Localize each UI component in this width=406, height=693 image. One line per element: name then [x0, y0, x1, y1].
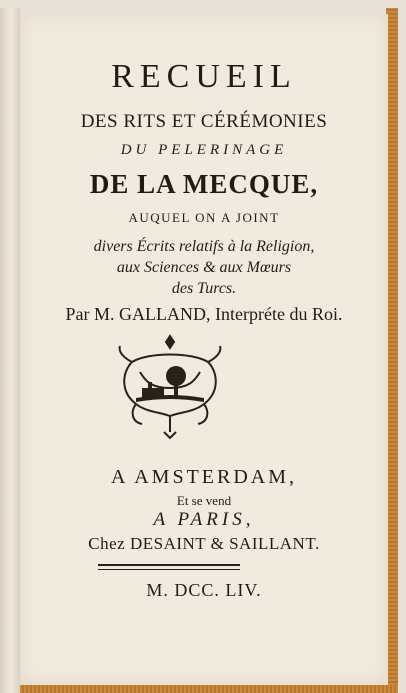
publication-date: M. DCC. LIV. — [146, 580, 262, 600]
subtitle-line-5: divers Écrits relatifs à la Religion, — [93, 238, 315, 255]
imprint-city-2: A PARIS, — [153, 509, 255, 530]
cover-cloth-edge-bottom — [20, 685, 398, 693]
double-rule-top — [98, 564, 240, 566]
imprint-city: A AMSTERDAM, — [110, 466, 298, 488]
subtitle-line-6: aux Sciences & aux Mœurs — [116, 259, 292, 276]
book-title: RECUEIL — [111, 58, 297, 95]
author-line: Par M. GALLAND, Interpréte du Roi. — [65, 304, 343, 324]
subtitle-line-7: des Turcs. — [171, 280, 237, 297]
subtitle-line-4: AUQUEL ON A JOINT — [128, 210, 280, 225]
imprint-sold-line: Et se vend — [176, 493, 232, 508]
subtitle-line-1: DES RITS ET CÉRÉMONIES — [80, 111, 328, 132]
subtitle-line-3: DE LA MECQUE, — [89, 169, 319, 199]
double-rule-bottom — [98, 569, 240, 570]
subtitle-line-2: DU PELERINAGE — [120, 142, 288, 158]
title-page — [20, 14, 388, 685]
inner-board-edge — [0, 8, 20, 693]
publisher-line: Chez DESAINT & SAILLANT. — [88, 534, 320, 553]
printers-device-emblem — [112, 332, 228, 440]
